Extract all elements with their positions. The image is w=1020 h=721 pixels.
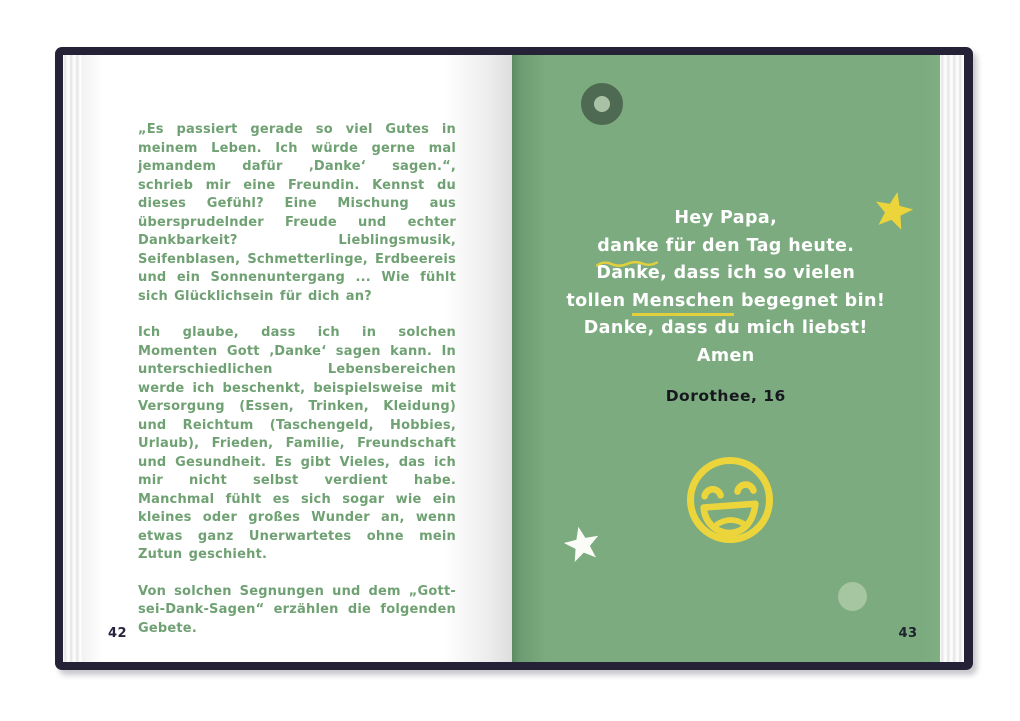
prayer-line: Hey Papa, — [674, 208, 778, 228]
prayer-line: tollen Menschen begegnet bin! — [512, 288, 941, 316]
wavy-underline-icon — [596, 259, 658, 267]
right-page — [512, 55, 941, 662]
underlined-word: Menschen — [632, 291, 735, 316]
prayer-line: Danke, dass du mich liebst! — [583, 318, 868, 338]
left-page — [82, 55, 512, 662]
page-number-left: 42 — [107, 626, 128, 641]
donut-ring-icon — [581, 83, 623, 125]
page-stack-right — [940, 55, 964, 662]
page-stack-left — [63, 55, 82, 662]
white-star-icon — [559, 521, 604, 566]
prayer-line: danke für den Tag heute. — [512, 233, 941, 261]
laughing-smiley-icon — [683, 453, 777, 547]
underlined-word: danke — [597, 235, 660, 256]
paragraph-2: Ich glaube, dass ich in solchen Momenten Gott ‚Danke‘ sagen kann. In unterschiedlichen Lebensbereichen werde ich beschenkt, beispielsweise mit Versorgung (Essen, Trinken, Kleidung) und Reichtum (Taschengeld, Hobbies, Urlaub), Frieden, Familie, Freundschaft und Gesundheit. Es gibt Vieles, das ich mir nicht selbst verdient habe. Manchmal fühlt es sich sogar wie ein kleines oder großes Wunder an, wenn etwas ganz Unerwartetes ohne mein Zutun geschieht. — [137, 325, 456, 562]
light-green-dot-icon — [838, 582, 867, 611]
prayer-line: Amen — [696, 345, 755, 366]
book-cover — [55, 47, 973, 670]
body-text — [138, 121, 456, 656]
open-pages — [63, 55, 964, 662]
paragraph-1: „Es passiert gerade so viel Gutes in meinem Leben. Ich würde gerne mal jemandem dafür ‚Danke‘ sagen.“, schrieb mir eine Freundin. Kennst du dieses Gefühl? Eine Mischung aus übersprudelnder Freude und echter Dankbarkeit? Lieblingsmusik, Seifenblasen, Schmetterlinge, Erdbeereis und ein Sonnenuntergang ... Wie fühlt sich Glücklichsein für dich an? — [137, 122, 456, 304]
attribution: Dorothee, 16 — [665, 387, 786, 405]
page-number-right: 43 — [898, 626, 918, 641]
paragraph-3: Von solchen Segnungen und dem „Gott-sei-Dank-Sagen“ erzählen die folgenden Gebete. — [137, 583, 456, 636]
prayer-line: Danke, dass ich so vielen — [596, 263, 856, 283]
prayer-text — [512, 205, 941, 370]
